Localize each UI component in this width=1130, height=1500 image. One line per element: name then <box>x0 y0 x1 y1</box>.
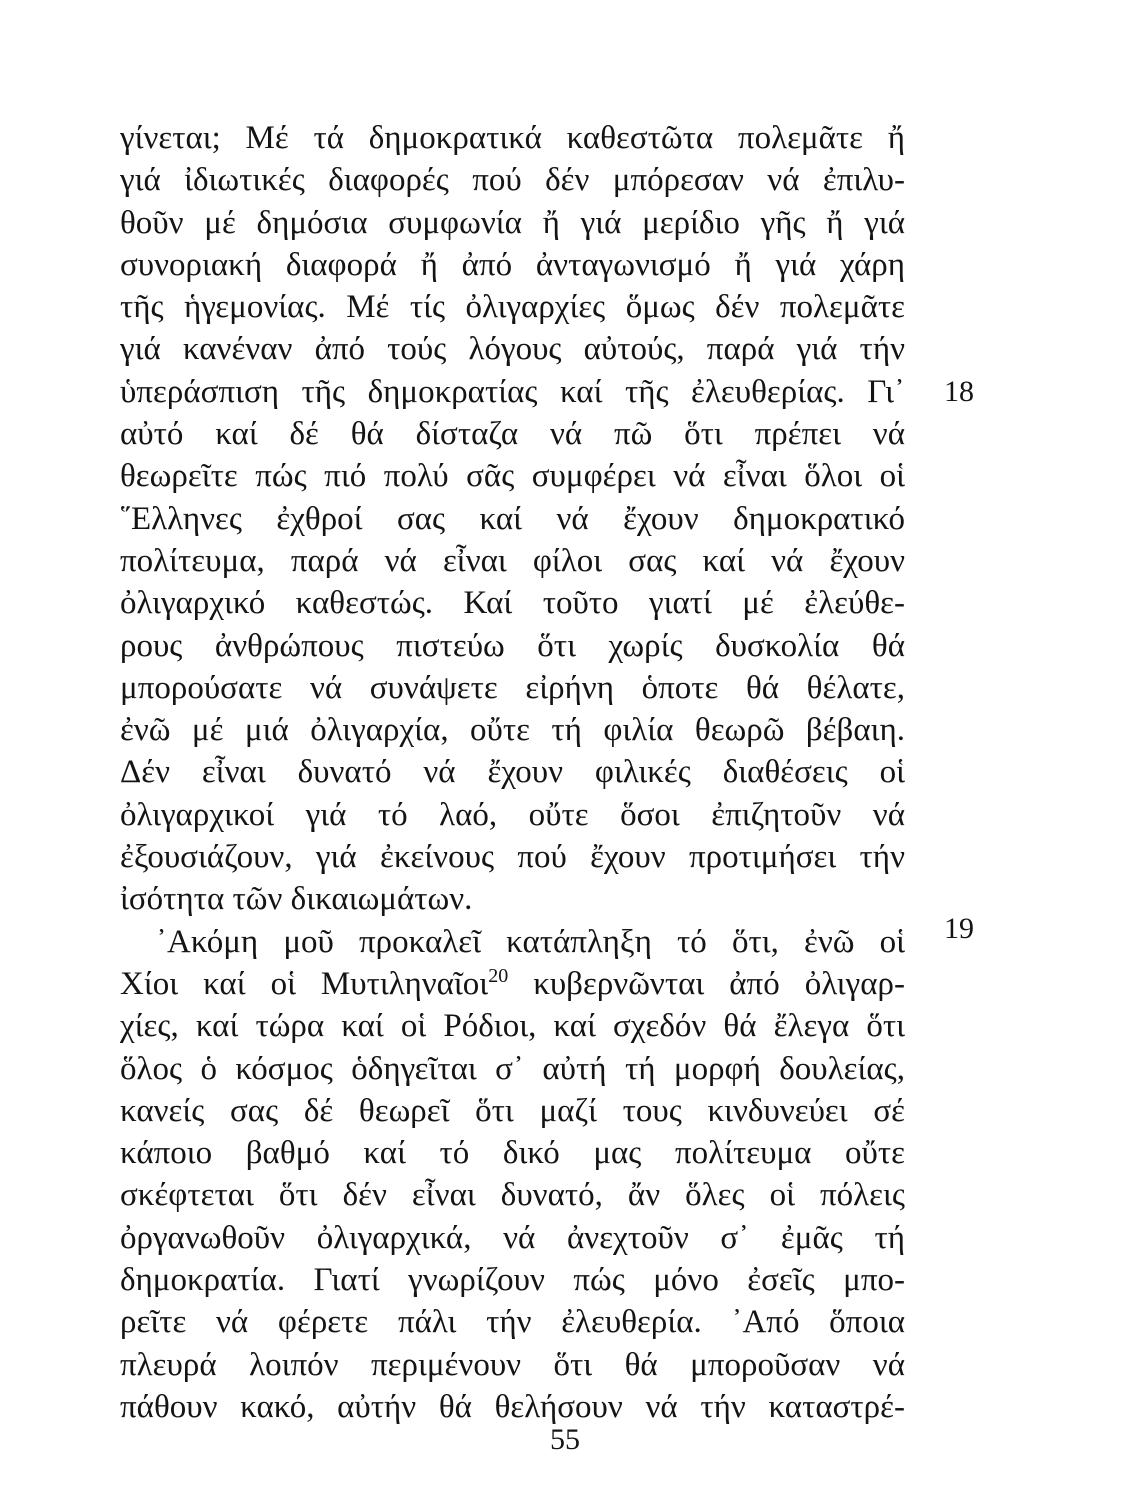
text-line: κανείς σας δέ θεωρεῖ ὅτι μαζί τους κινδυνεύει σέ <box>120 1092 905 1129</box>
page-number: 55 <box>550 1423 580 1456</box>
text-line: πάθουν κακό, αὐτήν θά θελήσουν νά τήν καταστρέ- <box>120 1388 905 1425</box>
text-line: ὀλιγαρχικοί γιά τό λαό, οὔτε ὅσοι ἐπιζητοῦν νά <box>120 796 905 833</box>
text-line: ᾿Ακόμη μοῦ προκαλεῖ κατάπληξη τό ὅτι, ἐνῶ οἱ <box>156 923 905 960</box>
text-line: ρεῖτε νά φέρετε πάλι τήν ἐλευθερία. ᾿Από ὅποια <box>120 1304 905 1341</box>
text-line: χίες, καί τώρα καί οἱ Ρόδιοι, καί σχεδόν θά ἔλεγα ὅτι <box>120 1008 905 1045</box>
text-line: ὅλος ὁ κόσμος ὁδηγεῖται σ᾿ αὐτή τή μορφή δουλείας, <box>120 1050 905 1087</box>
text-fragment: Χίοι καί οἱ Μυτιληναῖοι <box>120 965 489 1002</box>
section-number-18: 18 <box>944 375 974 408</box>
text-line: γίνεται; Μέ τά δημοκρατικά καθεστῶτα πολεμᾶτε ἤ <box>120 120 905 156</box>
text-line: συνοριακή διαφορά ἤ ἀπό ἀνταγωνισμό ἤ γιά χάρη <box>120 246 905 283</box>
text-line: ἐξουσιάζουν, γιά ἐκείνους πού ἔχουν προτιμήσει τήν <box>120 839 905 876</box>
text-line: πλευρά λοιπόν περιμένουν ὅτι θά μποροῦσαν νά <box>120 1346 905 1383</box>
text-line: ρους ἀνθρώπους πιστεύω ὅτι χωρίς δυσκολία θά <box>120 627 905 664</box>
text-line-with-footnote <box>120 963 905 1005</box>
text-line: θεωρεῖτε πώς πιό πολύ σᾶς συμφέρει νά εἶναι ὅλοι οἱ <box>120 458 905 495</box>
text-line: ἐνῶ μέ μιά ὀλιγαρχία, οὔτε τή φιλία θεωρῶ βέβαιη. <box>120 712 905 749</box>
text-line: σκέφτεται ὅτι δέν εἶναι δυνατό, ἄν ὅλες οἱ πόλεις <box>120 1177 905 1214</box>
text-line: αὐτό καί δέ θά δίσταζα νά πῶ ὅτι πρέπει νά <box>120 416 905 453</box>
text-line: Δέν εἶναι δυνατό νά ἔχουν φιλικές διαθέσεις οἱ <box>120 754 905 791</box>
text-line: μπορούσατε νά συνάψετε εἰρήνη ὁποτε θά θέλατε, <box>120 669 905 706</box>
footnote-ref: 20 <box>488 964 509 987</box>
text-line: θοῦν μέ δημόσια συμφωνία ἤ γιά μερίδιο γῆς ἤ γιά <box>120 204 905 241</box>
text-line: ὑπεράσπιση τῆς δημοκρατίας καί τῆς ἐλευθερίας. Γι᾿ <box>120 373 905 410</box>
text-line: γιά ἰδιωτικές διαφορές πού δέν μπόρεσαν νά ἐπιλυ- <box>120 162 905 199</box>
text-line: τῆς ἡγεμονίας. Μέ τίς ὀλιγαρχίες ὅμως δέν πολεμᾶτε <box>120 289 905 326</box>
text-line: δημοκρατία. Γιατί γνωρίζουν πώς μόνο ἐσεῖς μπο- <box>120 1262 905 1299</box>
text-line: ῞Ελληνες ἐχθροί σας καί νά ἔχουν δημοκρατικό <box>120 500 905 537</box>
text-line: ὀργανωθοῦν ὀλιγαρχικά, νά ἀνεχτοῦν σ᾿ ἐμᾶς τή <box>120 1219 905 1256</box>
text-line: γιά κανέναν ἀπό τούς λόγους αὐτούς, παρά γιά τήν <box>120 331 905 368</box>
text-line: ἰσότητα τῶν δικαιωμάτων. <box>120 881 473 918</box>
text-fragment: κυβερνῶνται ἀπό ὀλιγαρ- <box>533 965 906 1002</box>
text-line: κάποιο βαθμό καί τό δικό μας πολίτευμα οὔτε <box>120 1135 905 1172</box>
text-line: πολίτευμα, παρά νά εἶναι φίλοι σας καί νά ἔχουν <box>120 542 905 579</box>
text-line: ὀλιγαρχικό καθεστώς. Καί τοῦτο γιατί μέ ἐλεύθε- <box>120 585 905 622</box>
section-number-19: 19 <box>944 912 974 945</box>
body-text <box>120 117 905 1428</box>
